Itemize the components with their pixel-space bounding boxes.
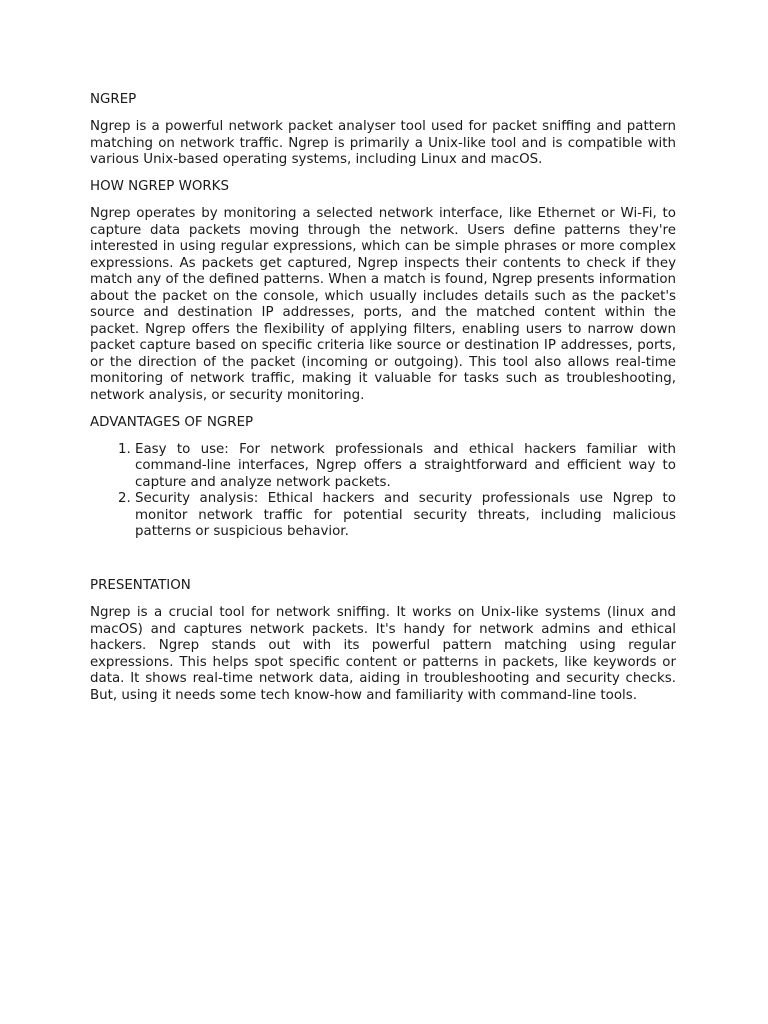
empty-paragraph [90,551,676,578]
intro-paragraph: Ngrep is a powerful network packet analyser tool used for packet sniffing and pattern matching on network traffic. Ngrep is primarily a Unix-like tool and is compatible with various Unix-based operating systems, including Linux and macOS. [90,119,676,167]
section-heading-how-it-works: HOW NGREP WORKS [90,179,229,194]
section-heading-presentation: PRESENTATION [90,578,191,593]
advantage-item-easy-to-use: 1. Easy to use: For network professionals and ethical hackers familiar with command-line interfaces, Ngrep offers a straightforward and efficient way to capture and analyze network packets. [135,442,676,492]
document-page [90,92,676,715]
advantages-list [90,442,676,541]
section-heading-ngrep: NGREP [90,92,137,107]
advantage-item-security-analysis: 2. Security analysis: Ethical hackers and security professionals use Ngrep to monitor network traffic for potential security threats, including malicious patterns or suspicious behavior. [135,491,676,541]
presentation-paragraph: Ngrep is a crucial tool for network sniffing. It works on Unix-like systems (linux and macOS) and captures network packets. It's handy for network admins and ethical hackers. Ngrep stands out with its powerful pattern matching using regular expressions. This helps spot specific content or patterns in packets, like keywords or data. It shows real-time network data, aiding in troubleshooting and security checks. But, using it needs some tech know-how and familiarity with command-line tools. [90,605,676,703]
section-heading-advantages: ADVANTAGES OF NGREP [90,414,254,430]
how-it-works-paragraph: Ngrep operates by monitoring a selected network interface, like Ethernet or Wi-Fi, to capture data packets moving through the network. Users define patterns they're interested in using regular expressions, which can be simple phrases or more complex expressions. As packets get captured, Ngrep inspects their contents to check if they match any of the defined patterns. When a match is found, Ngrep presents information about the packet on the console, which usually includes details such as the packet's source and destination IP addresses, ports, and the matched content within the packet. Ngrep offers the flexibility of applying filters, enabling users to narrow down packet capture based on specific criteria like source or destination IP addresses, ports, or the direction of the packet (incoming or outgoing). This tool also allows real-time monitoring of network traffic, making it valuable for tasks such as troubleshooting, network analysis, or security monitoring. [90,206,676,403]
